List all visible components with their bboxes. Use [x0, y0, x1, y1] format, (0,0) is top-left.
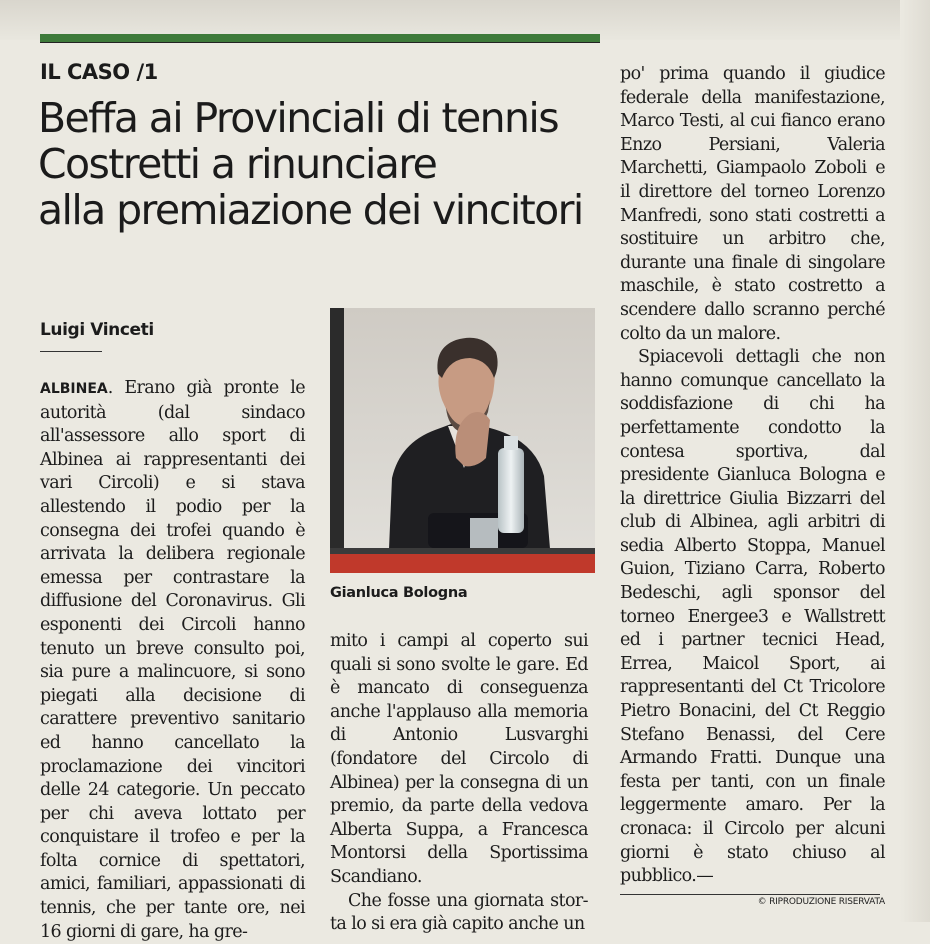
column-2-paragraph-2: Che fosse una giornata stor-ta lo si era già capito anche un — [330, 890, 588, 935]
headline-line-1: Beffa ai Provinciali di tennis — [38, 94, 558, 142]
photo-caption: Gianluca Bologna — [330, 585, 468, 601]
photo-portrait-image — [330, 308, 595, 573]
article-headline — [38, 95, 608, 233]
byline-rule — [40, 351, 102, 352]
column-1-paragraph — [40, 377, 305, 944]
article-photo — [330, 308, 595, 573]
article-column-3 — [620, 63, 885, 889]
copyright-notice: © RIPRODUZIONE RISERVATA — [757, 897, 885, 907]
article-end-rule — [620, 894, 880, 895]
article-column-1 — [40, 377, 305, 944]
dateline-location: ALBINEA — [40, 381, 108, 397]
headline-line-3: alla premiazione dei vincitori — [38, 186, 583, 234]
article-column-2 — [330, 630, 588, 937]
column-3-paragraph-2: Spiacevoli dettagli che non hanno comunque cancellato la soddisfazione di chi ha perfettamente condotto la contesa sportiva, dal presidente Gianluca Bologna e la direttrice Giulia Bizzarri del club di Albinea, agli arbitri di sedia Alberto Stoppa, Manuel Guion, Tiziano Carra, Roberto Bedeschi, agli sponsor del torneo Energee3 e Wallstrett ed i partner tecnici Head, Errea, Maicol Sport, ai rappresentanti del Ct Tricolore Pietro Bonacini, del Ct Reggio Stefano Benassi, del Cere Armando Fratti. Dunque una festa per tanti, con un finale leggermente amaro. Per la cronaca: il Circolo per alcuni giorni è stato chiuso al pubblico.— — [620, 347, 885, 887]
section-accent-bar — [40, 34, 600, 43]
column-1-text: . Erano già pronte le autorità (dal sindaco all'assessore allo sport di Albinea ai rappresentanti dei vari Circoli) e si stava allestendo il podio per la consegna dei trofei quando è arrivata la delibera regionale emessa per contrastare la diffusione del Coronavirus. Gli esponenti dei Circoli hanno tenuto un breve consulto poi, sia pure a malincuore, si sono piegati alla decisione di carattere preventivo sanitario ed hanno cancellato la proclamazione dei vincitori delle 24 categorie. Un peccato per chi aveva lottato per conquistare il trofeo e per la folta cornice di spettatori, amici, familiari, appassionati di tennis, che per tante ore, nei 16 giorni di gare, ha gre- — [40, 378, 305, 942]
column-3-paragraph-1: po' prima quando il giudice federale della manifestazione, Marco Testi, al cui fianco erano Enzo Persiani, Valeria Marchetti, Giampaolo Zoboli e il direttore del torneo Lorenzo Manfredi, sono stati costretti a sostituire un arbitro che, durante una finale di singolare maschile, è stato costretto a scendere dallo scranno perché colto da un malore. — [620, 64, 885, 344]
page-edge-shadow — [900, 0, 930, 922]
author-byline: Luigi Vinceti — [40, 320, 154, 340]
column-2-paragraph-1: mito i campi al coperto sui quali si sono svolte le gare. Ed è mancato di conseguenza anche l'applauso alla memoria di Antonio Lusvarghi (fondatore del Circolo di Albinea) per la consegna di un premio, da parte della vedova Alberta Suppa, a Francesca Montorsi della Sportissima Scandiano. — [330, 631, 588, 887]
headline-line-2: Costretti a rinunciare — [38, 140, 437, 188]
article-kicker: IL CASO /1 — [40, 60, 158, 84]
